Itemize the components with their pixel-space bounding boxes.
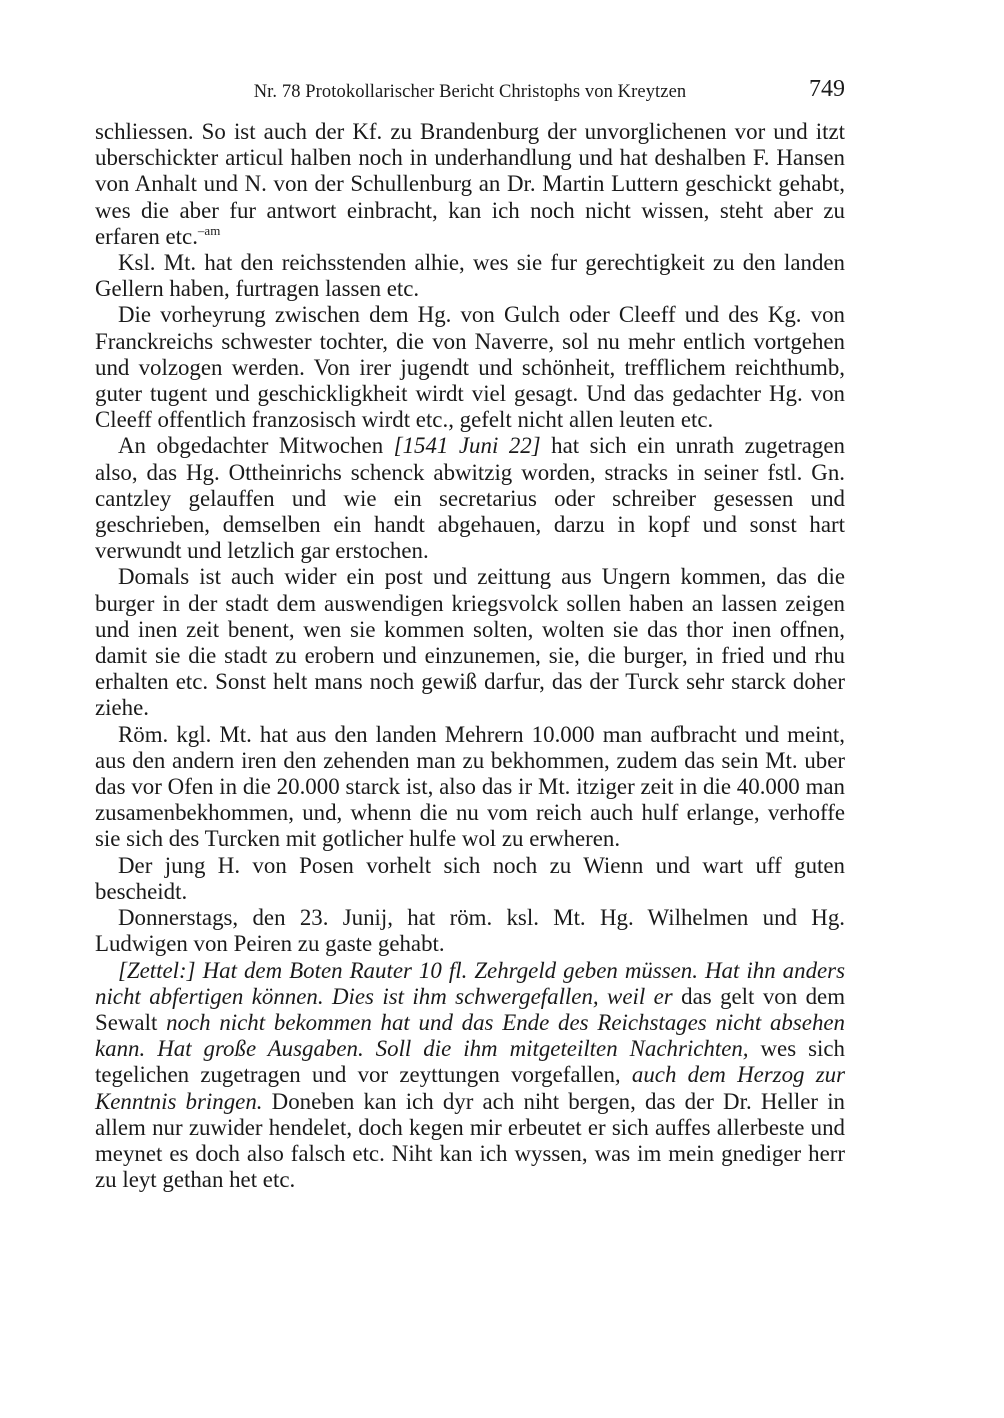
- paragraph-8: Donnerstags, den 23. Junij, hat röm. ksl. Mt. Hg. Wilhelmen und Hg. Ludwigen von Peiren zu gaste gehabt.: [95, 905, 845, 957]
- date-annotation: [1541 Juni 22]: [393, 433, 541, 459]
- zettel-paragraph: [95, 958, 845, 1194]
- page-header: [95, 74, 845, 110]
- editorial-summary: noch nicht bekommen hat und das Ende des Reichstages nicht absehen kann. Hat große Ausgaben. Soll die ihm mitgeteilten Nachrichten,: [95, 1009, 845, 1062]
- paragraph-5: Domals ist auch wider ein post und zeittung aus Ungern kommen, das die burger in der stadt dem auswendigen kriegsvolck sollen haben an lassen zeigen und inen zeit benent, wen sie kommen solten, wolten sie das thor inen offnen, damit sie die stadt zu erobern und einzunemen, sie, die burger, in fried und rhu erhalten etc. Sonst helt mans noch gewiß darfur, das der Turck sehr starck doher ziehe.: [95, 564, 845, 721]
- paragraph-6: Röm. kgl. Mt. hat aus den landen Mehrern 10.000 man aufbracht und meint, aus den andern iren den zehenden man zu bekhommen, zudem das sein Mt. uber das vor Ofen in die 20.000 starck ist, also das ir Mt. itziger zeit in die 40.000 man zusamenbekhommen, und, whenn die nu vom reich auch hulf erlange, verhoffe sie sich des Turcken mit gotlicher hulfe wol zu erwheren.: [95, 721, 845, 852]
- editorial-summary: [Zettel:] Hat dem Boten Rauter 10 fl. Zehrgeld geben müssen. Hat ihn anders nicht abfertigen können. Dies ist ihm schwergefallen, weil er: [95, 957, 845, 1009]
- running-title: Nr. 78 Protokollarischer Bericht Christophs von Kreytzen: [253, 82, 687, 102]
- quoted-text: Doneben kan ich dyr ach niht bergen, das der Dr. Heller in allem nur zuwider hendelet, doch kegen mir erbeutet er sich auffes allerbeste und meynet es doch also falsch etc. Niht kan ich wyssen, was im mein gnediger herr zu leyt gethan het etc.: [95, 1088, 845, 1193]
- paragraph-2: Ksl. Mt. hat den reichsstenden alhie, wes sie fur gerechtigkeit zu den landen Gellern haben, furtragen lassen etc.: [95, 250, 845, 302]
- paragraph-text: An obgedachter Mitwochen: [118, 433, 394, 459]
- quoted-text: wes sich tegelichen zugetragen und vor zeyttungen vorgefallen: [95, 1036, 845, 1088]
- paragraph-text: schliessen. So ist auch der Kf. zu Brandenburg der unvorglichenen vor und itzt uberschickter articul halben noch in underhandlung und hat deshalben F. Hansen von Anhalt und N. von der Schullenburg an Dr. Martin Luttern geschickt gehabt, wes die aber fur antwort einbracht, kan ich noch nicht wissen, steht aber zu erfaren etc.: [95, 119, 845, 249]
- paragraph-text: hat sich ein unrath zugetragen also, das Hg. Ottheinrichs schenck abwitzig worden, stracks in seiner fstl. Gn. cantzley gelauffen und wie ein secretarius oder schreiber gesessen und geschrieben, demselben ein handt abgehauen, darzu in kopf und sonst hart verwundt und letzlich gar erstochen.: [95, 433, 845, 564]
- paragraph-3: Die vorheyrung zwischen dem Hg. von Gulch oder Cleeff und des Kg. von Franckreichs schwester tochter, die von Naverre, sol nu mehr entlich vortgehen und volzogen werden. Von irer jugendt und schönheit, trefflichem reichthumb, guter tugent und geschickligkheit wirdt viel gesagt. Und das gedachter Hg. von Cleeff offentlich franzosisch wirdt etc., gefelt nicht allen leuten etc.: [95, 302, 845, 433]
- paragraph-1: [95, 119, 845, 250]
- paragraph-4: [95, 433, 845, 564]
- body-text: [95, 119, 845, 1193]
- editorial-summary: , auch dem Herzog zur Kenntnis bringen.: [95, 1062, 845, 1114]
- footnote-mark: –am: [197, 222, 221, 238]
- page-number: 749: [809, 76, 845, 102]
- paragraph-7: Der jung H. von Posen vorhelt sich noch zu Wienn und wart uff guten bescheidt.: [95, 852, 845, 904]
- quoted-text: das gelt von dem Sewalt: [95, 983, 845, 1035]
